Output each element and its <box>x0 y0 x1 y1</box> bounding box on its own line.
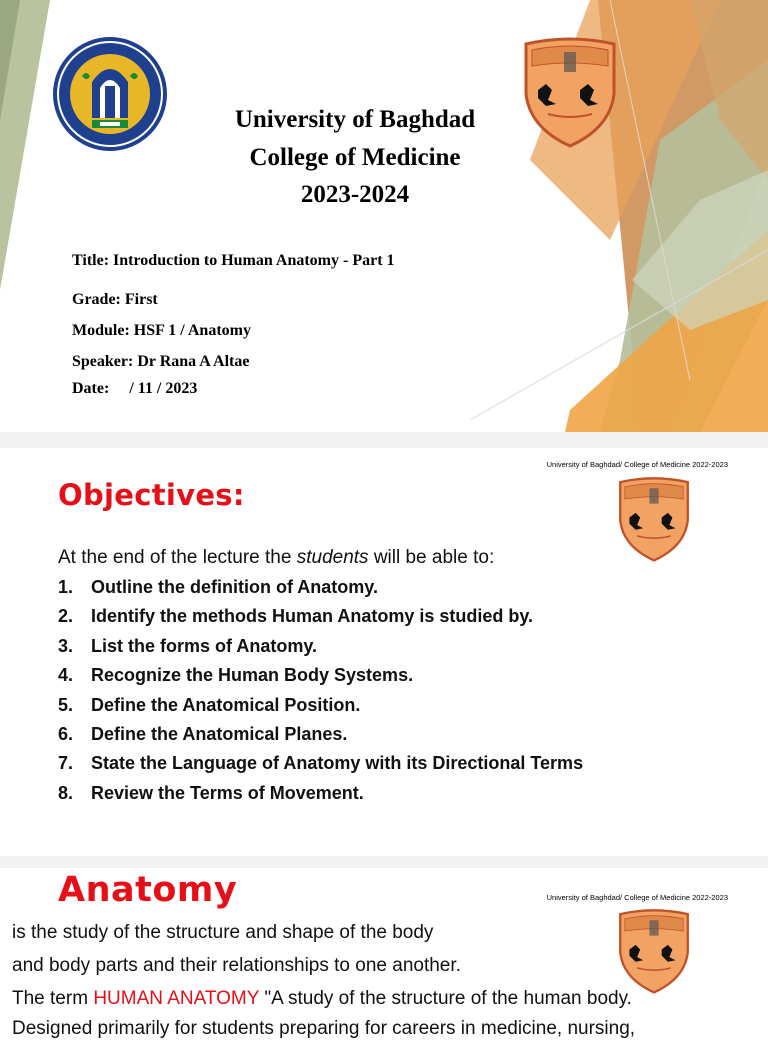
college-crest <box>616 476 692 562</box>
objectives-title: Objectives: <box>58 478 245 512</box>
objectives-list <box>58 577 583 812</box>
title-slide <box>0 0 768 432</box>
college-crest <box>616 908 692 994</box>
objectives-slide <box>0 448 768 856</box>
body-line: Designed primarily for students preparing for careers in medicine, nursing, <box>12 1018 636 1039</box>
objective-item: 4. Recognize the Human Body Systems. <box>58 665 414 686</box>
body-line: is the study of the structure and shape of the body <box>12 922 434 943</box>
objective-item: 3. List the forms of Anatomy. <box>58 635 318 656</box>
date-line: Date: / 11 / 2023 <box>72 380 198 397</box>
objective-item: 6. Define the Anatomical Planes. <box>58 723 348 744</box>
year-heading: 2023-2024 <box>300 181 410 208</box>
slide-separator <box>0 856 768 868</box>
objective-item: 8. Review the Terms of Movement. <box>58 782 364 803</box>
module-line: Module: HSF 1 / Anatomy <box>72 322 251 339</box>
university-logo <box>52 36 168 152</box>
objective-item: 2. Identify the methods Human Anatomy is studied by. <box>58 606 534 627</box>
slide-separator <box>0 432 768 448</box>
anatomy-title: Anatomy <box>58 870 238 910</box>
objectives-intro: At the end of the lecture the students will be able to: <box>58 547 495 568</box>
body-line: The term HUMAN ANATOMY "A study of the structure of the human body. <box>12 988 632 1009</box>
lecture-title: Title: Introduction to Human Anatomy - Part 1 <box>72 252 395 269</box>
speaker-line: Speaker: Dr Rana A Altae <box>72 353 250 370</box>
college-heading: College of Medicine <box>249 144 461 171</box>
slide-footer-note: University of Baghdad/ College of Medicine 2022-2023 <box>546 460 728 469</box>
anatomy-slide <box>0 868 768 1039</box>
objective-item: 1. Outline the definition of Anatomy. <box>58 577 378 597</box>
slide-footer-note: University of Baghdad/ College of Medicine 2022-2023 <box>546 893 728 902</box>
objective-item: 7. State the Language of Anatomy with its Directional Terms <box>58 753 584 774</box>
college-crest <box>522 36 618 148</box>
objective-item: 5. Define the Anatomical Position. <box>58 694 361 715</box>
university-heading: University of Baghdad <box>234 106 476 133</box>
body-line: and body parts and their relationships to one another. <box>12 955 461 976</box>
grade-line: Grade: First <box>72 291 158 308</box>
